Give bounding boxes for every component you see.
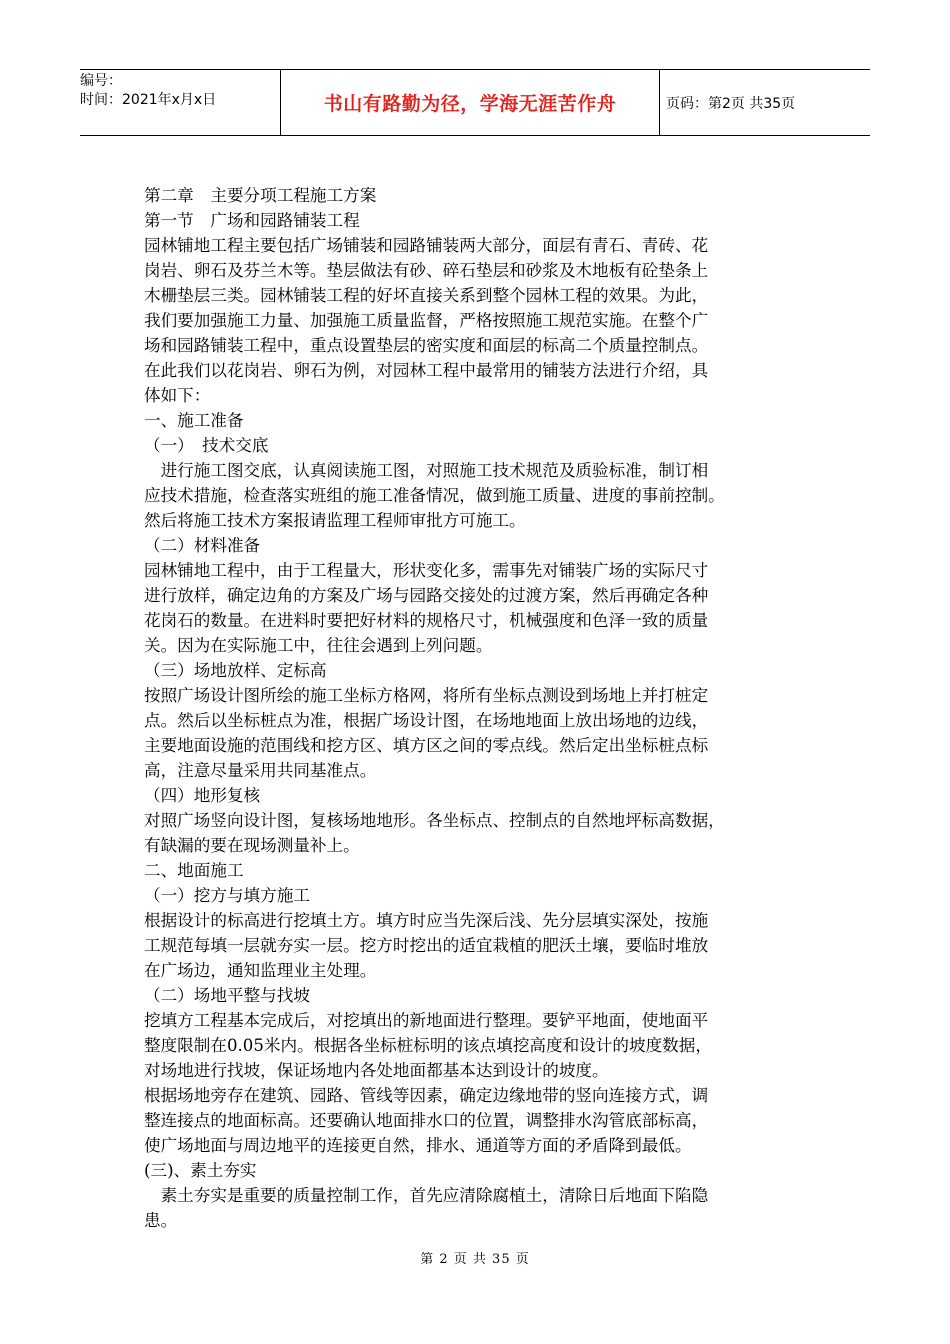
body-line: （二）材料准备 <box>144 536 261 555</box>
body-line: 挖填方工程基本完成后，对挖填出的新地面进行整理。要铲平地面，使地面平 <box>144 1011 709 1030</box>
body-line: 应技术措施，检查落实班组的施工准备情况，做到施工质量、进度的事前控制。 <box>144 486 725 505</box>
header-motto: 书山有路勤为径，学海无涯苦作舟 <box>281 70 660 136</box>
body-line: 主要地面设施的范围线和挖方区、填方区之间的零点线。然后定出坐标桩点标 <box>144 736 709 755</box>
body-line: （三）场地放样、定标高 <box>144 661 327 680</box>
page-footer: 第 2 页 共 35 页 <box>420 1252 530 1267</box>
document-number-label: 编号： <box>80 73 122 89</box>
body-line: 有缺漏的要在现场测量补上。 <box>144 836 360 855</box>
body-line: 患。 <box>144 1211 178 1230</box>
body-line: 二、地面施工 <box>144 861 244 880</box>
body-line: 第二章 主要分项工程施工方案 <box>144 186 377 205</box>
body-line: 点。然后以坐标桩点为准，根据广场设计图，在场地地面上放出场地的边线， <box>144 711 709 730</box>
body-line: （四）地形复核 <box>144 786 261 805</box>
body-line: 花岗石的数量。在进料时要把好材料的规格尺寸，机械强度和色泽一致的质量 <box>144 611 709 630</box>
body-line: 素土夯实是重要的质量控制工作，首先应清除腐植土，清除日后地面下陷隐 <box>144 1186 709 1205</box>
body-line: 进行施工图交底，认真阅读施工图，对照施工技术规范及质验标准，制订相 <box>144 461 709 480</box>
body-line: 木栅垫层三类。园林铺装工程的好坏直接关系到整个园林工程的效果。为此， <box>144 286 709 305</box>
body-line: 工规范每填一层就夯实一层。挖方时挖出的适宜栽植的肥沃土壤，要临时堆放 <box>144 936 709 955</box>
body-line: 整连接点的地面标高。还要确认地面排水口的位置，调整排水沟管底部标高， <box>144 1111 709 1130</box>
body-line: 根据场地旁存在建筑、园路、管线等因素，确定边缘地带的竖向连接方式，调 <box>144 1086 709 1105</box>
body-line: 体如下： <box>144 386 211 405</box>
body-line: 第一节 广场和园路铺装工程 <box>144 211 360 230</box>
document-body <box>144 183 809 1233</box>
body-line: 在此我们以花岗岩、卵石为例，对园林工程中最常用的铺装方法进行介绍，具 <box>144 361 709 380</box>
body-line: 按照广场设计图所绘的施工坐标方格网，将所有坐标点测设到场地上并打桩定 <box>144 686 709 705</box>
body-line: 对照广场竖向设计图，复核场地地形。各坐标点、控制点的自然地坪标高数据， <box>144 811 725 830</box>
page-header <box>80 69 870 136</box>
header-page-label: 页码：第2页 共35页 <box>660 70 871 136</box>
body-line: 进行放样，确定边角的方案及广场与园路交接处的过渡方案，然后再确定各种 <box>144 586 709 605</box>
document-date-label: 时间：2021年x月x日 <box>80 92 217 108</box>
header-info-cell <box>80 70 281 136</box>
body-line: 岗岩、卵石及芬兰木等。垫层做法有砂、碎石垫层和砂浆及木地板有砼垫条上 <box>144 261 709 280</box>
body-line: （一） 技术交底 <box>144 436 269 455</box>
body-line: 园林铺地工程中，由于工程量大，形状变化多，需事先对铺装广场的实际尺寸 <box>144 561 709 580</box>
body-line: （二）场地平整与找坡 <box>144 986 310 1005</box>
body-line: (三)、素土夯实 <box>144 1161 257 1180</box>
body-line: 关。因为在实际施工中，往往会遇到上列问题。 <box>144 636 493 655</box>
body-line: 一、施工准备 <box>144 411 244 430</box>
body-line: 根据设计的标高进行挖填土方。填方时应当先深后浅、先分层填实深处，按施 <box>144 911 709 930</box>
body-line: 园林铺地工程主要包括广场铺装和园路铺装两大部分，面层有青石、青砖、花 <box>144 236 709 255</box>
body-line: 我们要加强施工力量、加强施工质量监督，严格按照施工规范实施。在整个广 <box>144 311 709 330</box>
body-line: 在广场边，通知监理业主处理。 <box>144 961 377 980</box>
body-line: （一）挖方与填方施工 <box>144 886 310 905</box>
body-line: 然后将施工技术方案报请监理工程师审批方可施工。 <box>144 511 526 530</box>
body-line: 高，注意尽量采用共同基准点。 <box>144 761 377 780</box>
body-line: 对场地进行找坡，保证场地内各处地面都基本达到设计的坡度。 <box>144 1061 609 1080</box>
body-line: 使广场地面与周边地平的连接更自然，排水、通道等方面的矛盾降到最低。 <box>144 1136 692 1155</box>
body-line: 场和园路铺装工程中，重点设置垫层的密实度和面层的标高二个质量控制点。 <box>144 336 709 355</box>
body-line: 整度限制在0.05米内。根据各坐标桩标明的该点填挖高度和设计的坡度数据， <box>144 1036 712 1055</box>
